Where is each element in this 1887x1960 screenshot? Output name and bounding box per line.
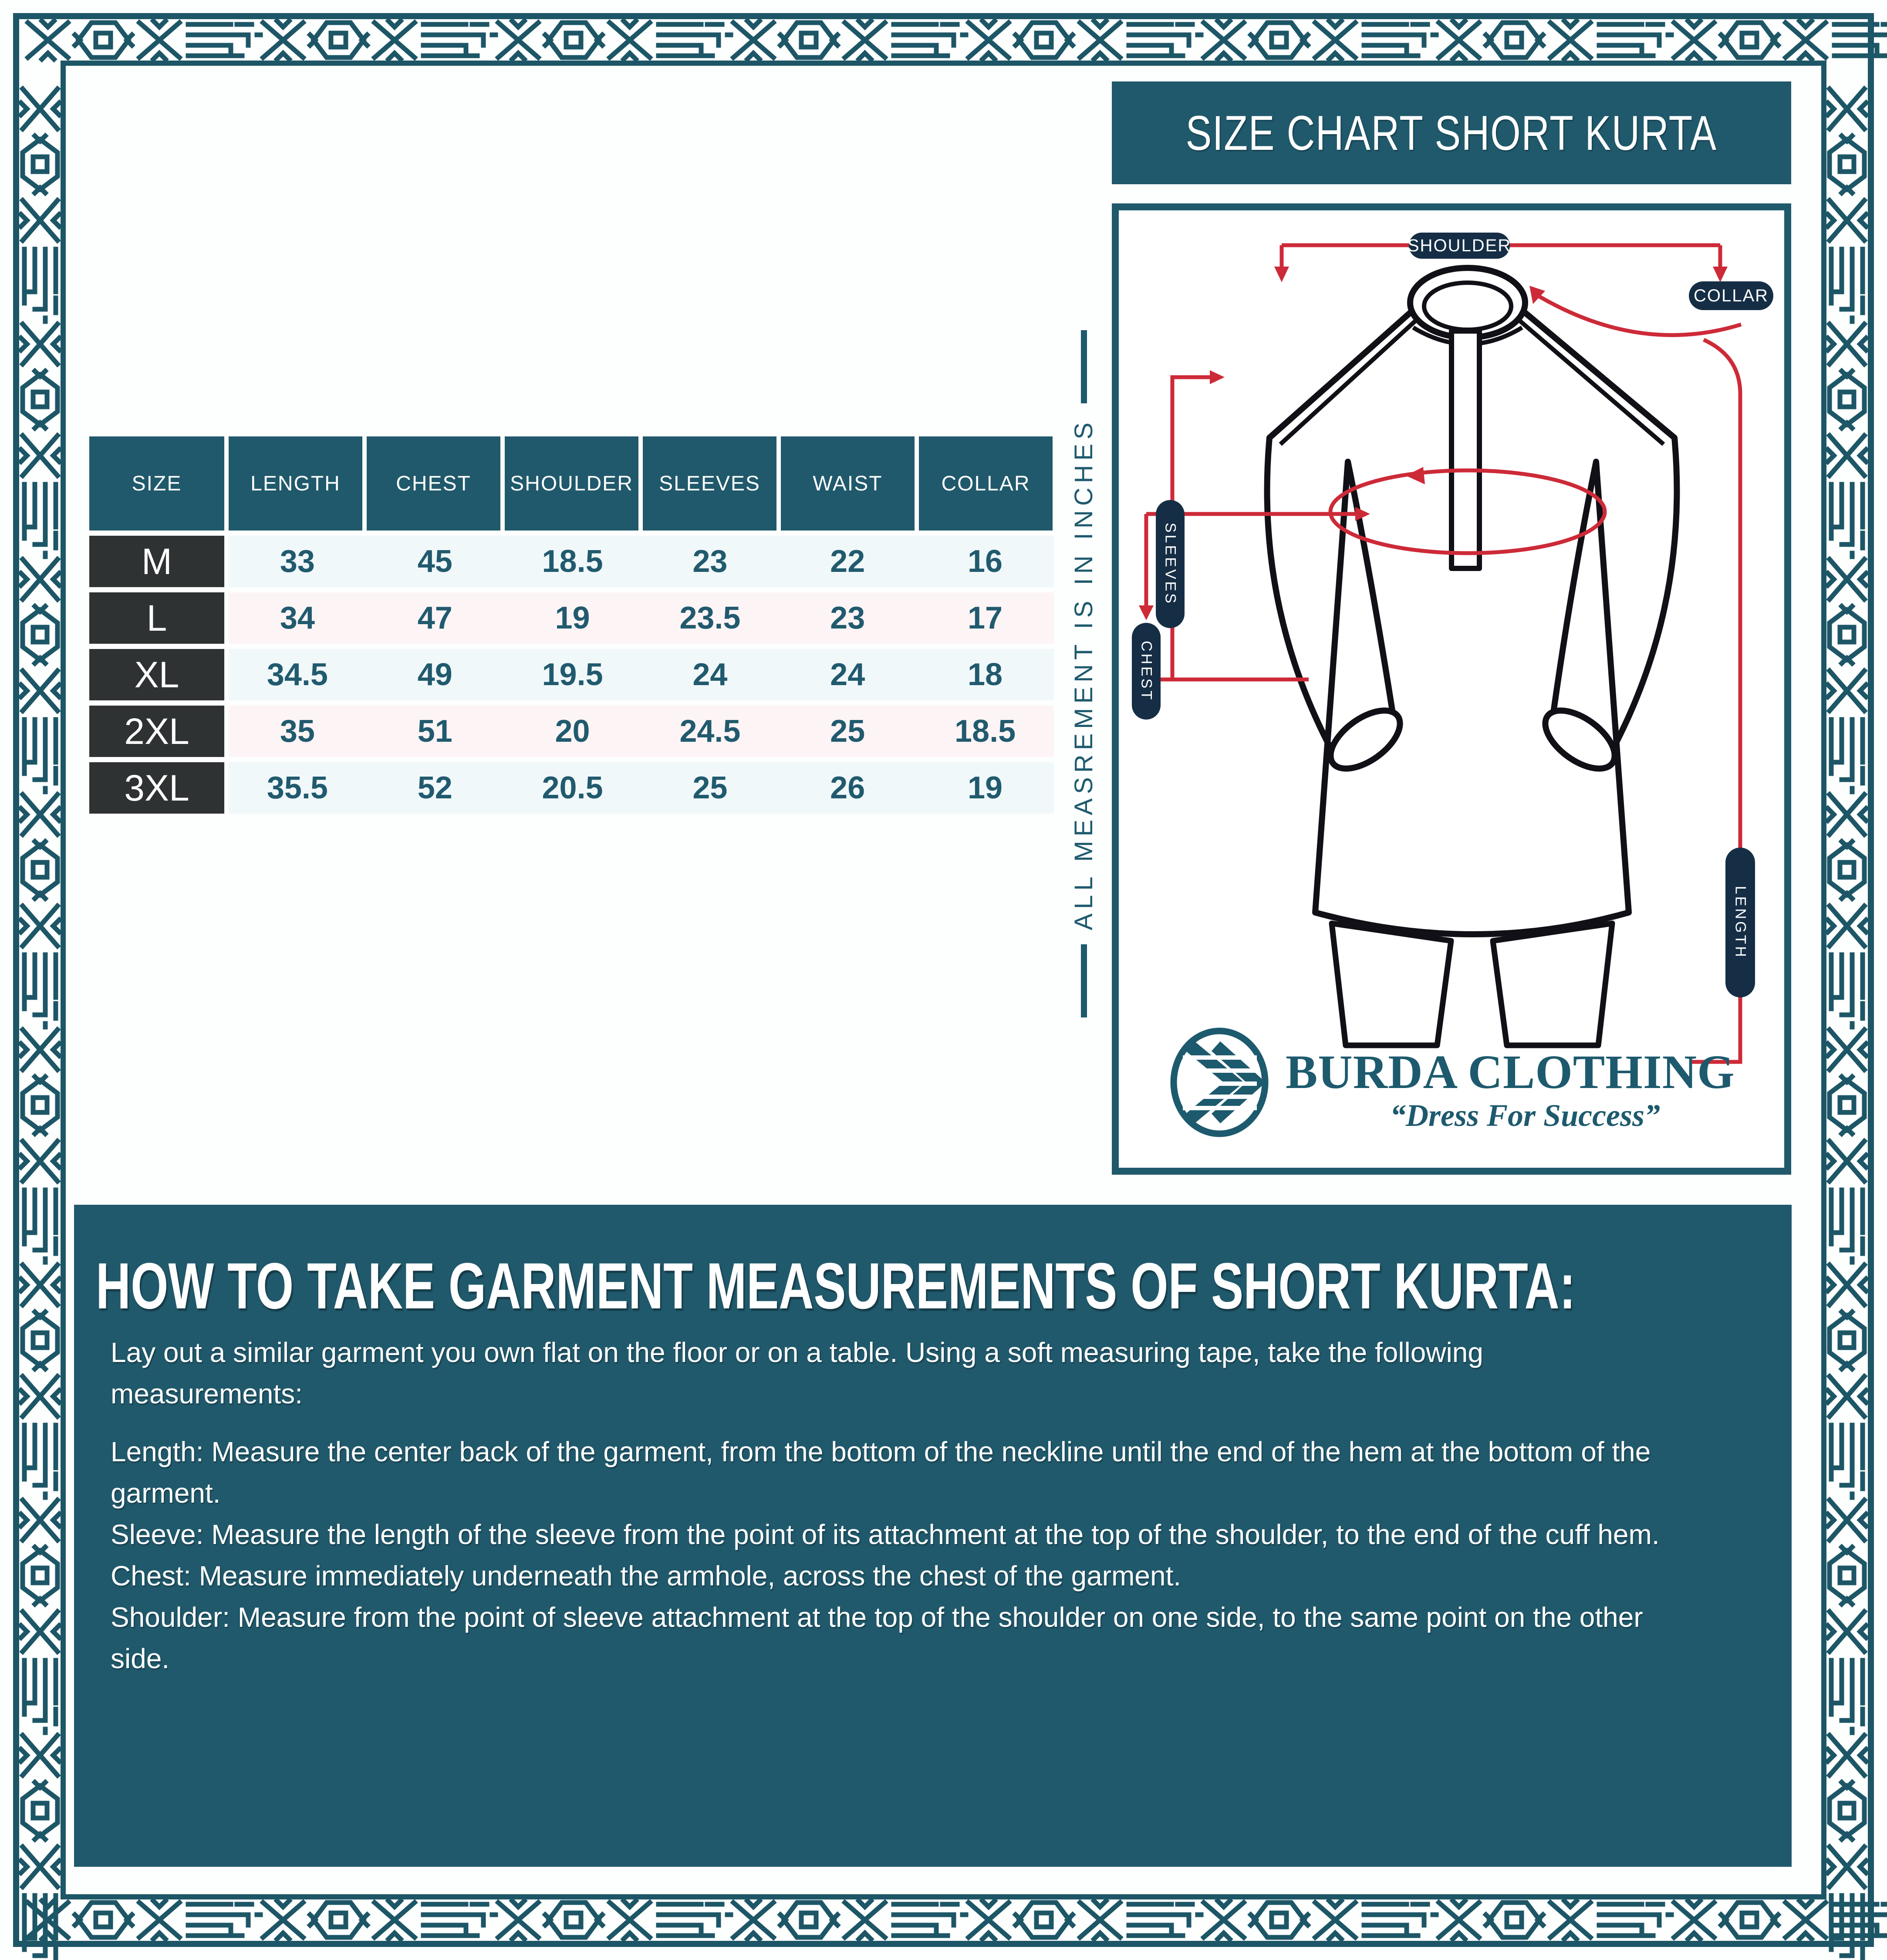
label-chest: CHEST — [1132, 623, 1161, 720]
label-collar: COLLAR — [1689, 281, 1773, 310]
size-label: 3XL — [89, 762, 224, 814]
panel-title: SIZE CHART SHORT KURTA — [1185, 105, 1718, 160]
instructions-section — [74, 1205, 1792, 1867]
size-label: L — [89, 592, 224, 644]
instruction-paragraph: Sleeve: Measure the length of the sleeve from the point of its attachment at the top of the shoulder, to the end of the cuff hem. — [111, 1519, 1660, 1550]
panel-title-band — [1112, 81, 1791, 184]
note-dash-top — [1081, 330, 1087, 403]
table-row — [89, 592, 1054, 644]
row-values: 35 51 20 24.5 25 18.5 — [229, 706, 1054, 757]
brand-chevrons-icon — [1174, 1031, 1265, 1134]
header-chest: CHEST — [367, 436, 500, 531]
table-row — [89, 649, 1054, 700]
table-row — [89, 706, 1054, 757]
kurta-measurement-diagram — [1112, 203, 1791, 1175]
table-row — [89, 536, 1054, 587]
instruction-paragraph: Length: Measure the center back of the garment, from the bottom of the neckline until the end of the hem at the bottom of the garment. — [111, 1436, 1651, 1509]
note-dash-bottom — [1081, 944, 1087, 1017]
table-row — [89, 762, 1054, 814]
kurta-outline — [1267, 268, 1677, 934]
row-values: 35.5 52 20.5 25 26 19 — [229, 762, 1054, 814]
header-length: LENGTH — [229, 436, 362, 531]
instruction-paragraph: Chest: Measure immediately underneath the armhole, across the chest of the garment. — [111, 1560, 1181, 1592]
label-sleeves: SLEEVES — [1156, 500, 1185, 628]
instruction-paragraph: Lay out a similar garment you own flat on the floor or on a table. Using a soft measuring tape, take the following measurements: — [111, 1337, 1483, 1409]
row-values: 34.5 49 19.5 24 24 18 — [229, 649, 1054, 700]
label-shoulder: SHOULDER — [1409, 233, 1510, 259]
instructions-body — [111, 1332, 1678, 1680]
instructions-heading: HOW TO TAKE GARMENT MEASUREMENTS OF SHORT KURTA: — [96, 1249, 1576, 1322]
header-collar: COLLAR — [919, 436, 1053, 531]
brand-tagline: “Dress For Success” — [1390, 1098, 1661, 1133]
size-table — [89, 436, 1054, 814]
measurement-unit-note: ALL MEASREMENT IS IN INCHES — [1070, 418, 1098, 930]
size-label: XL — [89, 649, 224, 700]
size-table-header — [89, 436, 1054, 531]
instruction-paragraph: Shoulder: Measure from the point of sleeve attachment at the top of the shoulder on one side, to the same point on the other side. — [111, 1602, 1643, 1674]
size-label: 2XL — [89, 706, 224, 757]
row-values: 34 47 19 23.5 23 17 — [229, 592, 1054, 644]
pants-outline — [1332, 923, 1612, 1045]
row-values: 33 45 18.5 23 22 16 — [229, 536, 1054, 587]
header-waist: WAIST — [781, 436, 915, 531]
header-shoulder: SHOULDER — [505, 436, 638, 531]
brand-name: BURDA CLOTHING — [1286, 1045, 1735, 1098]
size-label: M — [89, 536, 224, 587]
label-length: LENGTH — [1725, 848, 1755, 997]
header-size: SIZE — [89, 436, 224, 531]
header-sleeves: SLEEVES — [643, 436, 776, 531]
